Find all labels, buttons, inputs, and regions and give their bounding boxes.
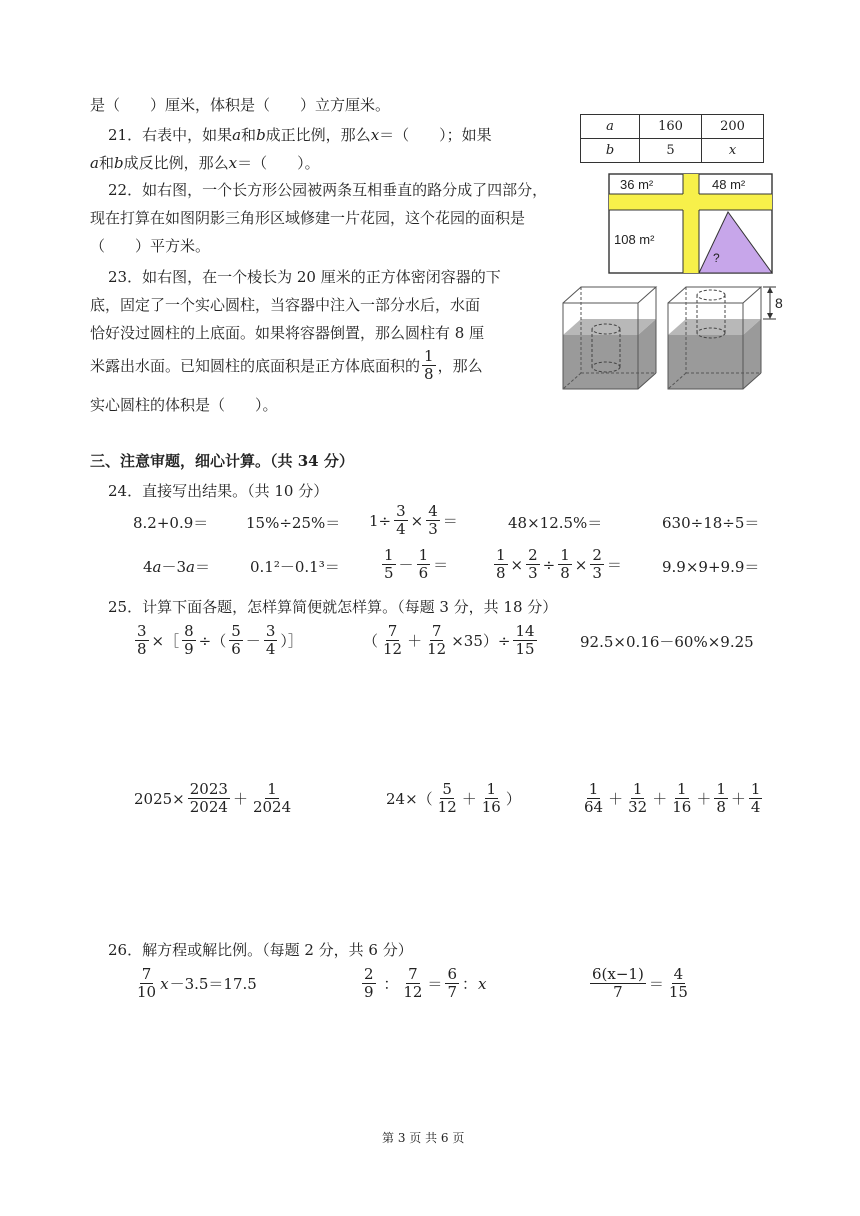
cube-right bbox=[668, 287, 761, 389]
fraction: $\frac{2}{3}$ bbox=[528, 546, 538, 582]
q24-r1-3: 1÷ $\frac{3}{4}$ × $\frac{4}{3}$ ＝ bbox=[369, 502, 458, 538]
fraction: $\frac{1}{16}$ bbox=[481, 780, 501, 816]
q20-tail-text: 是（ ）厘米，体积是（ ）立方厘米。 bbox=[90, 96, 391, 114]
fraction: $\frac{7}{12}$ bbox=[383, 622, 403, 658]
q24-r1-1: 8.2+0.9＝ bbox=[133, 514, 209, 532]
section3-heading: 三、注意审题，细心计算。（共 34 分） bbox=[90, 452, 354, 470]
q24-r2-2: 0.1²－0.1³＝ bbox=[250, 558, 340, 576]
q22-line2: 现在打算在如图阴影三角形区域修建一片花园，这个花园的面积是 bbox=[90, 209, 526, 227]
q25-expr-3: 92.5×0.16－60%×9.25 bbox=[580, 633, 754, 651]
table-cell: a bbox=[581, 115, 640, 139]
fraction: $\frac{1}{8}$ bbox=[716, 780, 726, 816]
fraction: $\frac{1}{4}$ bbox=[750, 780, 761, 816]
q21-line2: a和b成反比例，那么x＝（ ）。 bbox=[90, 154, 320, 172]
table-row bbox=[581, 115, 764, 139]
q25-expr-1: $\frac{3}{8}$ ×［ $\frac{8}{9}$ ÷（ $\frac{5}{6}$ － $\frac{3}{4}$ ）］ bbox=[137, 622, 303, 658]
fraction: $\frac{1}{5}$ bbox=[384, 546, 394, 582]
fraction: $\frac{2}{3}$ bbox=[592, 546, 602, 582]
q24-title: 24．直接写出结果。（共 10 分） bbox=[108, 482, 329, 500]
fraction: $\frac{1}{64}$ bbox=[584, 780, 604, 816]
cube-container-diagram bbox=[558, 283, 788, 393]
park-diagram bbox=[608, 172, 774, 276]
table-cell: x bbox=[702, 139, 764, 163]
q24-r2-4: $\frac{1}{8}$ × $\frac{2}{3}$ ÷ $\frac{1}{8}$ × $\frac{2}{3}$ ＝ bbox=[496, 546, 622, 582]
fraction: $\frac{5}{6}$ bbox=[231, 622, 241, 658]
q23-line2: 底，固定了一个实心圆柱，当容器中注入一部分水后，水面 bbox=[90, 296, 481, 314]
fraction: $\frac{4}{3}$ bbox=[428, 502, 438, 538]
page-footer: 第 3 页 共 6 页 bbox=[382, 1131, 465, 1145]
q25-expr-6: $\frac{1}{64}$ ＋ $\frac{1}{32}$ ＋ $\frac{1}{16}$ ＋ $\frac{1}{8}$ ＋ $\frac{1}{4}$ bbox=[584, 780, 761, 816]
table-cell: 5 bbox=[640, 139, 702, 163]
q25-expr-5: 24×（ $\frac{5}{12}$ ＋ $\frac{1}{16}$ ） bbox=[386, 780, 521, 816]
fraction: $\frac{3}{8}$ bbox=[137, 622, 147, 658]
q26-title: 26．解方程或解比例。（每题 2 分，共 6 分） bbox=[108, 941, 413, 959]
q23-line4: 米露出水面。已知圆柱的底面积是正方体底面积的 $\frac{1}{8}$ ，那么 bbox=[90, 347, 483, 383]
fraction: $\frac{2023}{2024}$ bbox=[189, 780, 228, 816]
q25-expr-2: （ $\frac{7}{12}$ ＋ $\frac{7}{12}$ ×35）÷ $\frac{14}{15}$ bbox=[363, 622, 535, 658]
fraction: $\frac{3}{4}$ bbox=[396, 502, 406, 538]
dimension-label: 8 bbox=[775, 295, 783, 311]
area-label-tr: 48 m² bbox=[712, 177, 746, 192]
fraction: $\frac{7}{12}$ bbox=[403, 965, 423, 1001]
fraction: $\frac{1}{6}$ bbox=[418, 546, 429, 582]
question-mark: ? bbox=[713, 251, 720, 265]
q26-expr-1: $\frac{7}{10}$ x －3.5＝17.5 bbox=[137, 965, 257, 1001]
area-label-tl: 36 m² bbox=[620, 177, 654, 192]
fraction: $\frac{8}{9}$ bbox=[184, 622, 194, 658]
q22-line1: 22．如右图，一个长方形公园被两条互相垂直的路分成了四部分， bbox=[108, 181, 548, 199]
q25-expr-4: 2025× $\frac{2023}{2024}$ ＋ $\frac{1}{2024}$ bbox=[134, 780, 292, 816]
fraction: $\frac{5}{12}$ bbox=[437, 780, 457, 816]
q21-ratio-table bbox=[580, 114, 764, 163]
q21-line1: 21．右表中，如果a和b成正比例，那么x＝（ ）；如果 bbox=[108, 126, 492, 144]
q24-r2-5: 9.9×9+9.9＝ bbox=[662, 558, 760, 576]
q26-expr-2: $\frac{2}{9}$ ： $\frac{7}{12}$ ＝ $\frac{6}{7}$ ： x bbox=[364, 965, 487, 1001]
fraction: $\frac{1}{8}$ bbox=[560, 546, 570, 582]
q24-r2-1: 4a－3a＝ bbox=[143, 558, 211, 576]
q24-r1-2: 15%÷25%＝ bbox=[246, 514, 341, 532]
fraction: $\frac{7}{12}$ bbox=[427, 622, 447, 658]
fraction: $\frac{1}{16}$ bbox=[672, 780, 692, 816]
fraction: $\frac{1}{2024}$ bbox=[252, 780, 292, 816]
table-cell: 200 bbox=[702, 115, 764, 139]
fraction: $\frac{4}{15}$ bbox=[668, 965, 688, 1001]
fraction: $\frac{14}{15}$ bbox=[515, 622, 535, 658]
fraction: $\frac{3}{4}$ bbox=[265, 622, 276, 658]
q25-title: 25．计算下面各题，怎样算简便就怎样算。（每题 3 分，共 18 分） bbox=[108, 598, 558, 616]
q24-r1-4: 48×12.5%＝ bbox=[508, 514, 603, 532]
table-row bbox=[581, 139, 764, 163]
fraction: $\frac{1}{8}$ bbox=[496, 546, 506, 582]
fraction: $\frac{2}{9}$ bbox=[364, 965, 374, 1001]
area-label-bl: 108 m² bbox=[614, 232, 655, 247]
q23-line3: 恰好没过圆柱的上底面。如果将容器倒置，那么圆柱有 8 厘 bbox=[90, 324, 485, 342]
q26-expr-3: $\frac{6(x-1)}{7}$ ＝ $\frac{4}{15}$ bbox=[592, 965, 688, 1001]
fraction: $\frac{7}{10}$ bbox=[137, 965, 157, 1001]
fraction: $\frac{6}{7}$ bbox=[447, 965, 457, 1001]
table-cell: b bbox=[581, 139, 640, 163]
fraction: $\frac{6(x-1)}{7}$ bbox=[592, 965, 644, 1001]
fraction: $\frac{1}{8}$ bbox=[424, 347, 434, 383]
q23-line1: 23．如右图，在一个棱长为 20 厘米的正方体密闭容器的下 bbox=[108, 268, 501, 286]
q24-r1-5: 630÷18÷5＝ bbox=[662, 514, 760, 532]
cube-left bbox=[563, 287, 656, 389]
fraction: $\frac{1}{32}$ bbox=[628, 780, 648, 816]
q24-r2-3: $\frac{1}{5}$ － $\frac{1}{6}$ ＝ bbox=[384, 546, 449, 582]
table-cell: 160 bbox=[640, 115, 702, 139]
q23-line5: 实心圆柱的体积是（ ）。 bbox=[90, 396, 278, 414]
q22-line3: （ ）平方米。 bbox=[90, 237, 211, 255]
